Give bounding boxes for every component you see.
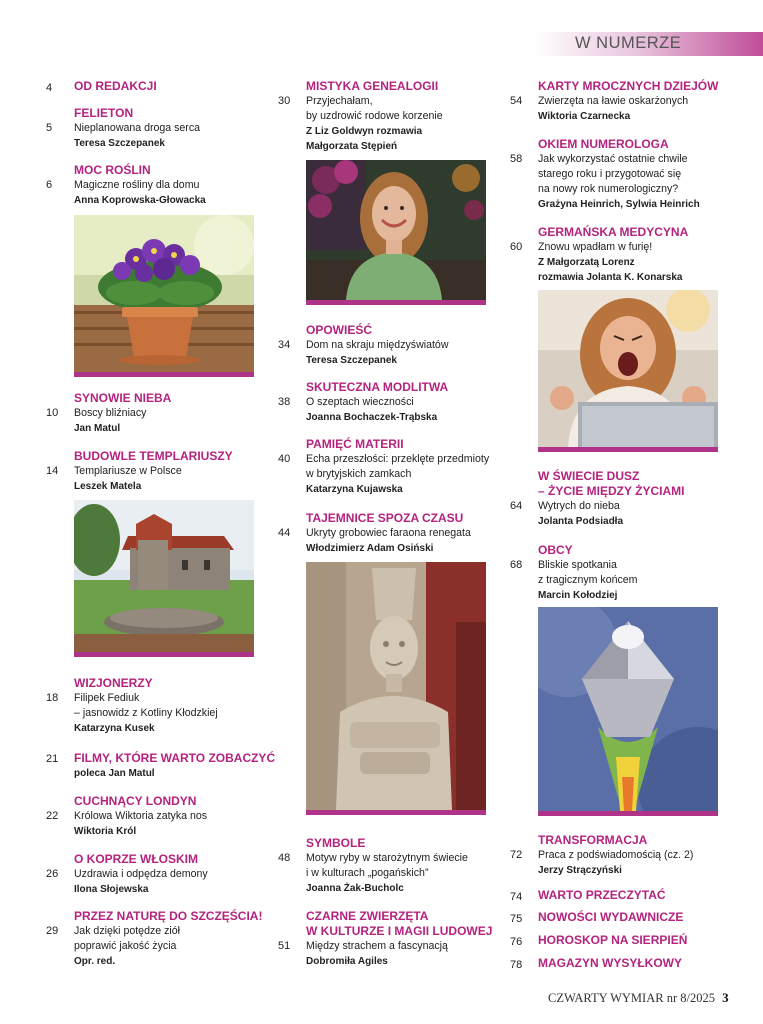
page-number: 74 [510,891,523,903]
article-title: Królowa Wiktoria zatyka nos [74,810,208,822]
toc-entry-koprze[interactable] [46,852,304,897]
article-author: Z Małgorzatą Lorenz [538,257,635,268]
page-number: 22 [46,810,59,822]
article-title-line-2: poprawić jakość życia [74,940,177,952]
section-title: OBCY [538,543,573,557]
page-number: 10 [46,407,59,419]
article-title: Echa przeszłości: przeklęte przedmioty [306,453,490,465]
toc-entry-mistyka[interactable] [278,79,536,154]
page-number: 72 [510,849,523,861]
section-title: TRANSFORMACJA [538,833,648,847]
toc-entry-opowiesc[interactable] [278,323,536,368]
article-title: Jak wykorzystać ostatnie chwile [538,153,688,165]
toc-entry-pamiec-materii[interactable] [278,437,536,497]
toc-entry-filmy[interactable] [46,751,304,781]
toc-entry-germanska[interactable] [510,225,763,285]
article-title: Bliskie spotkania [538,559,617,571]
pharaoh-statue-photo [306,562,486,815]
section-title: WIZJONERZY [74,676,153,690]
toc-entry-synowie-nieba[interactable] [46,391,304,436]
section-title: CUCHNĄCY LONDYN [74,794,197,808]
article-title-line-2: – jasnowidz z Kotliny Kłodzkiej [74,707,218,719]
article-author: Wiktoria Król [74,826,137,837]
article-author: Jerzy Strączyński [538,865,622,876]
section-title: W ŚWIECIE DUSZ [538,469,640,483]
article-title: Ukryty grobowiec faraona renegata [306,527,471,539]
section-title: SYNOWIE NIEBA [74,391,172,405]
toc-entry-obcy[interactable] [510,543,763,603]
article-author: Anna Koprowska-Głowacka [74,195,206,206]
article-title: Praca z podświadomością (cz. 2) [538,849,694,861]
magazine-issue: CZWARTY WYMIAR nr 8/2025 [548,991,715,1005]
section-title: OPOWIEŚĆ [306,323,373,337]
article-title: Filipek Fediuk [74,692,140,704]
page-number: 26 [46,868,59,880]
toc-entry-warto-przeczytac[interactable] [510,888,763,903]
section-title-line-2: W KULTURZE I MAGII LUDOWEJ [306,924,493,938]
article-title-line-2: w brytyjskich zamkach [306,468,412,480]
toc-entry-skuteczna-modlitwa[interactable] [278,380,536,425]
article-title-line-3: na nowy rok numerologiczny? [538,183,679,195]
article-title: Dom na skraju międzyświatów [306,339,449,351]
toc-entry-felieton[interactable] [46,106,304,151]
toc-entry-tajemnice[interactable] [278,511,536,556]
toc-entry-cuchnacy-londyn[interactable] [46,794,304,839]
article-title: Magiczne rośliny dla domu [74,179,200,191]
article-author: Opr. red. [74,956,116,967]
page-number: 68 [510,559,523,571]
article-title-line-2: by uzdrowić rodowe korzenie [306,110,443,122]
page-number: 40 [278,453,291,465]
section-title: MISTYKA GENEALOGII [306,79,439,93]
page-number: 6 [46,179,53,191]
page-number: 29 [46,925,59,937]
article-title: Uzdrawia i odpędza demony [74,868,208,880]
section-title: MOC ROŚLIN [74,163,151,177]
article-author: Grażyna Heinrich, Sylwia Heinrich [538,199,700,210]
section-title: WARTO PRZECZYTAĆ [538,888,666,902]
page-number: 75 [510,913,523,925]
page-number: 76 [510,936,523,948]
section-title: MAGAZYN WYSYŁKOWY [538,956,682,970]
article-title: Boscy bliźniacy [74,407,147,419]
section-title: FELIETON [74,106,134,120]
page-number-footer: 3 [722,990,729,1005]
article-author: poleca Jan Matul [74,768,155,779]
article-author: Włodzimierz Adam Osiński [306,543,434,554]
page-number: 18 [46,692,59,704]
page-number: 78 [510,959,523,971]
page-number: 4 [46,82,53,94]
section-title: NOWOŚCI WYDAWNICZE [538,910,684,924]
article-author: Teresa Szczepanek [74,138,165,149]
article-title: Wytrych do nieba [538,500,620,512]
section-title-line-2: – ŻYCIE MIĘDZY ŻYCIAMI [538,484,685,498]
article-author: Teresa Szczepanek [306,355,397,366]
article-title: Nieplanowana droga serca [74,122,201,134]
article-author: Z Liz Goldwyn rozmawia [306,126,423,137]
section-title: CZARNE ZWIERZĘTA [306,909,429,923]
article-title-line-2: i w kulturach „pogańskich” [306,867,429,879]
section-title: HOROSKOP NA SIERPIEŃ [538,933,688,947]
page-number: 64 [510,500,523,512]
section-title: OKIEM NUMEROLOGA [538,137,669,151]
page-number: 14 [46,465,59,477]
page-number: 34 [278,339,291,351]
article-author: Joanna Bochaczek-Trąbska [306,412,438,423]
toc-entry-karty[interactable] [510,79,763,124]
interview-portrait-photo [306,160,486,305]
toc-entry-horoskop[interactable] [510,933,763,948]
article-title: Jak dzięki potędze ziół [74,925,180,937]
article-author: Jolanta Podsiadła [538,516,624,527]
toc-entry-okiem-numerologa[interactable] [510,137,763,212]
article-author-line-2: Małgorzata Stępień [306,141,398,152]
section-title: OD REDAKCJI [74,79,157,93]
article-title: Między strachem a fascynacją [306,940,448,952]
toc-entry-czarne-zwierzeta[interactable] [278,909,536,969]
article-title: Znowu wpadłam w furię! [538,241,653,253]
article-author: Ilona Słojewska [74,884,149,895]
article-author: Katarzyna Kujawska [306,484,403,495]
toc-entry-od-redakcji[interactable] [46,79,304,94]
section-title: TAJEMNICE SPOZA CZASU [306,511,464,525]
toc-entry-przez-nature[interactable] [46,909,304,969]
page-number: 44 [278,527,291,539]
article-author: Dobromiła Agiles [306,956,388,967]
toc-entry-transformacja[interactable] [510,833,763,878]
toc-entry-wizjonerzy[interactable] [46,676,304,736]
section-title: PRZEZ NATURĘ DO SZCZĘŚCIA! [74,909,263,923]
page-number: 38 [278,396,291,408]
article-title: O szeptach wieczności [306,396,414,408]
section-title: GERMAŃSKA MEDYCYNA [538,225,689,239]
toc-entry-magazyn[interactable] [510,956,763,971]
section-title: FILMY, KTÓRE WARTO ZOBACZYĆ [74,751,276,765]
section-title: SYMBOLE [306,836,366,850]
article-title-line-2: z tragicznym końcem [538,574,638,586]
section-header [533,32,763,56]
page-number: 48 [278,852,291,864]
section-title: KARTY MROCZNYCH DZIEJÓW [538,79,719,93]
article-title: Motyw ryby w starożytnym świecie [306,852,468,864]
article-title-line-2: starego roku i przygotować się [538,168,682,180]
violet-plant-photo [74,215,254,377]
article-title: Templariusze w Polsce [74,465,182,477]
toc-entry-symbole[interactable] [278,836,536,896]
article-author: Wiktoria Czarnecka [538,111,631,122]
article-author: Leszek Matela [74,481,142,492]
page-footer [548,990,729,1006]
article-author: Katarzyna Kusek [74,723,155,734]
section-title: SKUTECZNA MODLITWA [306,380,449,394]
page-number: 5 [46,122,53,134]
templar-chapel-photo [74,500,254,657]
toc-entry-nowosci[interactable] [510,910,763,925]
page-number: 60 [510,241,523,253]
article-author: Joanna Żak-Bucholc [306,883,404,894]
section-title: BUDOWLE TEMPLARIUSZY [74,449,233,463]
page-number: 51 [278,940,291,952]
section-title: O KOPRZE WŁOSKIM [74,852,198,866]
header-title: W NUMERZE [575,34,682,52]
page-number: 21 [46,753,59,765]
article-title: Przyjechałam, [306,95,373,107]
article-title: Zwierzęta na ławie oskarżonych [538,95,689,107]
section-title: PAMIĘĆ MATERII [306,437,404,451]
toc-entry-moc-roslin[interactable] [46,163,304,208]
article-author: Jan Matul [74,423,121,434]
page-number: 30 [278,95,291,107]
ufo-illustration [538,607,718,816]
toc-entry-budowle[interactable] [46,449,304,494]
article-author: Marcin Kołodziej [538,590,618,601]
screaming-woman-photo [538,290,718,452]
toc-entry-w-swiecie-dusz[interactable] [510,469,763,529]
page-number: 58 [510,153,523,165]
page-number: 54 [510,95,523,107]
article-author-line-2: rozmawia Jolanta K. Konarska [538,272,683,283]
